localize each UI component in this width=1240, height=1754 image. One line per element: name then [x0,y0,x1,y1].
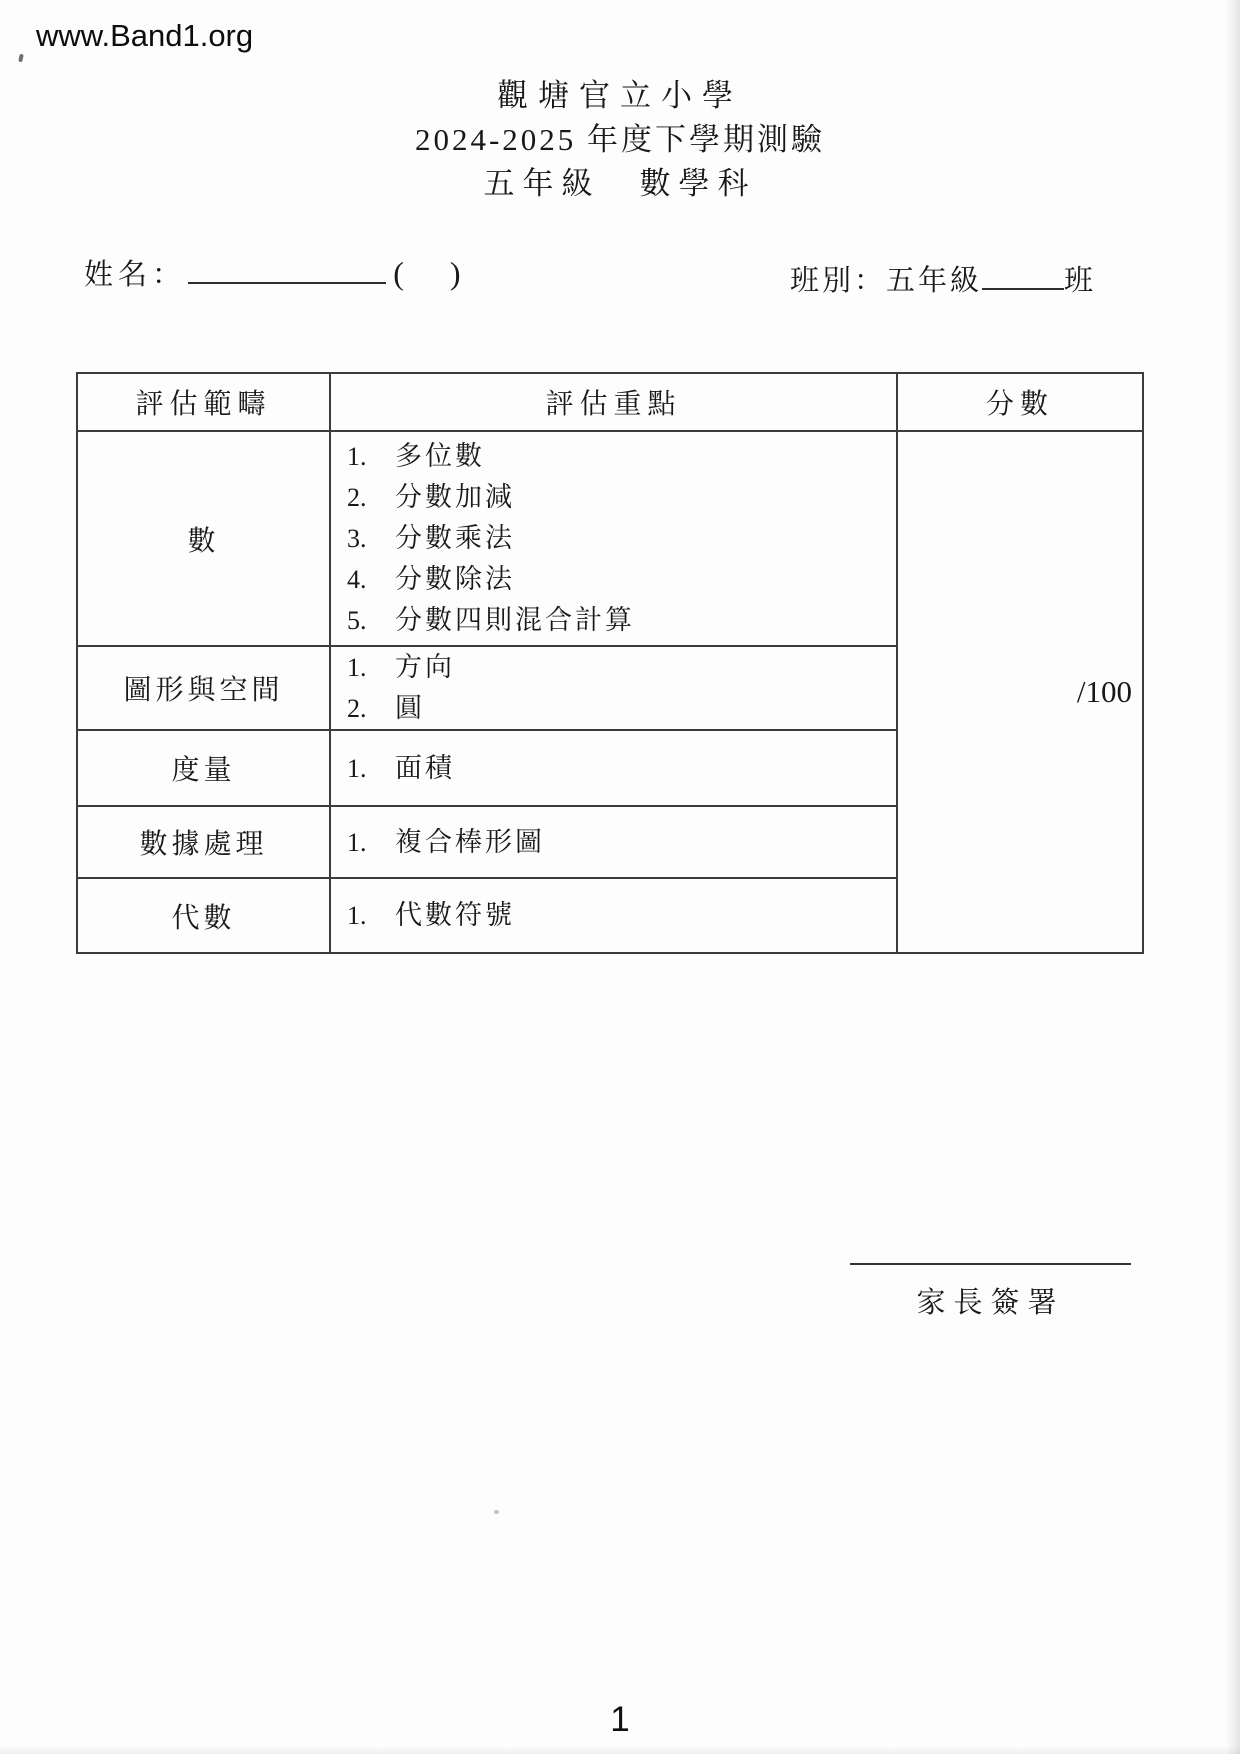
item-number: 2. [347,483,367,512]
assessment-item [347,436,896,477]
category-cell: 數據處理 [78,807,331,877]
item-text: 分數乘法 [395,523,515,553]
table-body [78,432,1142,952]
item-number: 1. [347,653,367,682]
assessment-item [347,647,896,688]
item-text: 方向 [395,652,455,682]
class-row [790,258,1096,299]
assessment-item [347,688,896,729]
items-cell [331,807,896,877]
page-number: 1 [610,1700,630,1739]
table-row [78,647,896,731]
header-cell-score: 分數 [896,374,1142,430]
items-cell [331,879,896,952]
name-label: 姓名： [84,259,187,291]
class-blank-line [982,288,1064,290]
score-cell [896,432,1142,952]
item-number: 5. [347,606,367,635]
school-name: 觀塘官立小學 [497,78,743,113]
item-text: 分數加減 [395,482,515,512]
item-text: 分數除法 [395,564,515,594]
table-row [78,731,896,807]
scan-edge-shadow-bottom [0,1746,1240,1754]
paren-open: ( [393,255,404,291]
assessment-item [347,559,896,600]
items-cell [331,432,896,645]
score-value: /100 [1076,674,1132,709]
assessment-item [347,518,896,559]
name-blank-line [188,282,386,284]
title-block [0,74,1240,206]
class-suffix: 班 [1064,265,1097,297]
items-cell [331,647,896,729]
assessment-table [76,372,1144,954]
category-cell: 代數 [78,879,331,952]
header-cell-category: 評估範疇 [78,374,331,430]
item-text: 圓 [395,693,425,723]
header-cell-focus: 評估重點 [545,389,682,420]
signature-label: 家長簽署 [916,1287,1065,1319]
category-cell: 度量 [78,731,331,805]
class-label: 班別：五年級 [790,265,983,297]
item-text: 分數四則混合計算 [395,605,635,635]
item-number: 1. [347,442,367,471]
table-row [78,807,896,879]
signature-line [850,1263,1131,1265]
table-header-row [78,374,1142,432]
item-number: 1. [347,753,367,783]
grade-subject: 五年級 數學科 [483,166,757,201]
site-watermark: www.Band1.org [36,18,254,53]
items-cell [331,731,896,805]
category-cell: 數 [78,432,331,645]
item-number: 3. [347,524,367,553]
table-row [78,879,896,952]
assessment-item [347,477,896,518]
assessment-item [347,822,896,863]
table-row [78,432,896,647]
table-rows [78,432,896,952]
exam-title: 2024-2025 年度下學期測驗 [414,122,826,157]
scan-speck [494,1510,499,1514]
name-row [84,252,461,293]
item-number: 4. [347,565,367,594]
assessment-item [347,748,896,789]
item-text: 代數符號 [395,900,515,930]
assessment-item [347,600,896,641]
item-text: 複合棒形圖 [395,826,545,857]
item-number: 1. [347,901,367,930]
scan-edge-shadow [1226,0,1240,1754]
item-number: 1. [347,827,367,857]
scan-speck [18,54,24,63]
assessment-item [347,895,896,936]
category-cell: 圖形與空間 [78,647,331,729]
paren-close: ) [449,255,461,291]
item-text: 面積 [395,752,455,783]
item-text: 多位數 [395,441,485,471]
item-number: 2. [347,694,367,723]
